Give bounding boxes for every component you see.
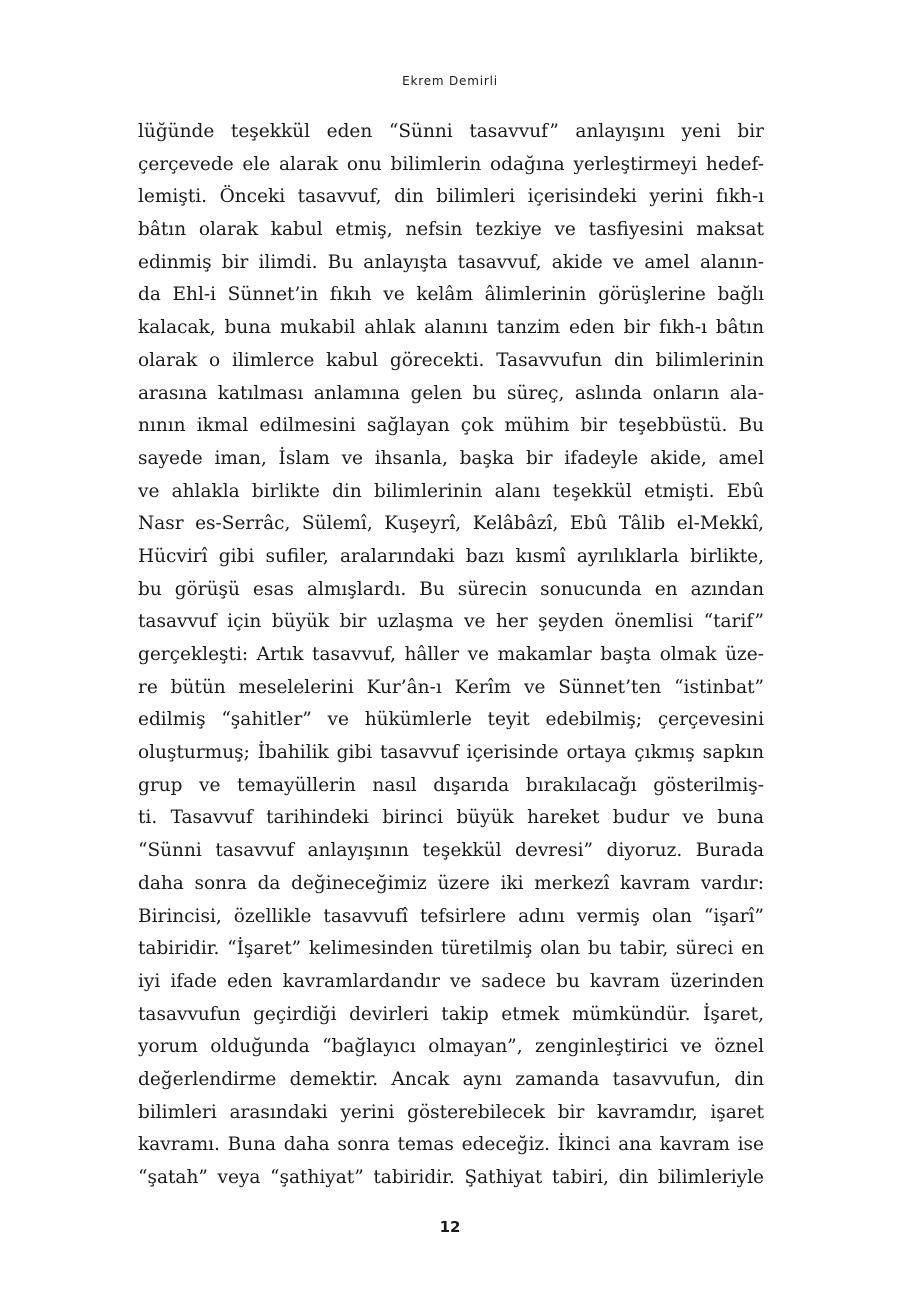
text-line: oluşturmuş; İbahilik gibi tasavvuf içerisinde ortaya çıkmış sapkın <box>138 742 764 764</box>
text-line: Hücvirî gibi sufiler, aralarındaki bazı kısmî ayrılıklarla birlikte, <box>138 545 764 567</box>
running-header: Ekrem Demirli <box>402 74 498 88</box>
text-line: gerçekleşti: Artık tasavvuf, hâller ve makamlar başta olmak üze- <box>138 644 764 665</box>
text-line: daha sonra da değineceğimiz üzere iki merkezî kavram vardır: <box>138 872 764 894</box>
text-line: sayede iman, İslam ve ihsanla, başka bir ifadeyle akide, amel <box>138 447 764 469</box>
page-number: 12 <box>439 1218 461 1236</box>
text-line: kalacak, buna mukabil ahlak alanını tanzim eden bir fıkh-ı bâtın <box>138 317 764 339</box>
body-text <box>138 116 764 1195</box>
text-line: edinmiş bir ilimdi. Bu anlayışta tasavvuf, akide ve amel alanın- <box>138 251 764 273</box>
text-line: Nasr es-Serrâc, Sülemî, Kuşeyrî, Kelâbâzî, Ebû Tâlib el-Mekkî, <box>138 513 764 535</box>
text-line: olarak o ilimlerce kabul görecekti. Tasavvufun din bilimlerinin <box>138 349 764 371</box>
text-line: bu görüşü esas almışlardı. Bu sürecin sonucunda en azından <box>138 578 764 600</box>
text-line: grup ve temayüllerin nasıl dışarıda bırakılacağı gösterilmiş- <box>138 774 764 796</box>
text-line: re bütün meselelerini Kur’ân-ı Kerîm ve Sünnet’ten “istinbat” <box>138 676 764 698</box>
text-line: kavramı. Buna daha sonra temas edeceğiz. İkinci ana kavram ise <box>138 1134 764 1156</box>
text-line: ti. Tasavvuf tarihindeki birinci büyük hareket budur ve buna <box>138 807 764 829</box>
text-line: yorum olduğunda “bağlayıcı olmayan”, zenginleştirici ve öznel <box>138 1036 764 1058</box>
text-line: arasına katılması anlamına gelen bu süreç, aslında onların ala- <box>138 382 764 404</box>
text-line: ve ahlakla birlikte din bilimlerinin alanı teşekkül etmişti. Ebû <box>138 480 764 502</box>
text-line: tasavvuf için büyük bir uzlaşma ve her şeyden önemlisi “tarif” <box>138 611 764 633</box>
text-line: Birincisi, özellikle tasavvufî tefsirlere adını vermiş olan “işarî” <box>138 905 764 927</box>
text-line: “Sünni tasavvuf anlayışının teşekkül devresi” diyoruz. Burada <box>138 840 764 862</box>
text-line: bâtın olarak kabul etmiş, nefsin tezkiye ve tasfiyesini maksat <box>138 219 764 241</box>
text-line: lüğünde teşekkül eden “Sünni tasavvuf” anlayışını yeni bir <box>138 121 764 142</box>
text-line: çerçevede ele alarak onu bilimlerin odağına yerleştirmeyi hedef- <box>138 153 764 175</box>
text-line: lemişti. Önceki tasavvuf, din bilimleri içerisindeki yerini fıkh-ı <box>138 186 764 208</box>
text-line: da Ehl-i Sünnet’in fıkıh ve kelâm âlimlerinin görüşlerine bağlı <box>138 284 764 306</box>
text-line: “şatah” veya “şathiyat” tabiridir. Şathiyat tabiri, din bilimleriyle <box>138 1167 764 1188</box>
text-line: edilmiş “şahitler” ve hükümlerle teyit edebilmiş; çerçevesini <box>138 709 764 731</box>
text-line: iyi ifade eden kavramlardandır ve sadece bu kavram üzerinden <box>138 970 764 992</box>
text-line: nının ikmal edilmesini sağlayan çok mühim bir teşebbüstü. Bu <box>138 415 764 437</box>
text-line: bilimleri arasındaki yerini gösterebilecek bir kavramdır, işaret <box>138 1101 764 1123</box>
text-line: tasavvufun geçirdiği devirleri takip etmek mümkündür. İşaret, <box>138 1003 764 1025</box>
text-line: tabiridir. “İşaret” kelimesinden türetilmiş olan bu tabir, süreci en <box>138 938 764 960</box>
text-line: değerlendirme demektir. Ancak aynı zamanda tasavvufun, din <box>138 1068 764 1090</box>
